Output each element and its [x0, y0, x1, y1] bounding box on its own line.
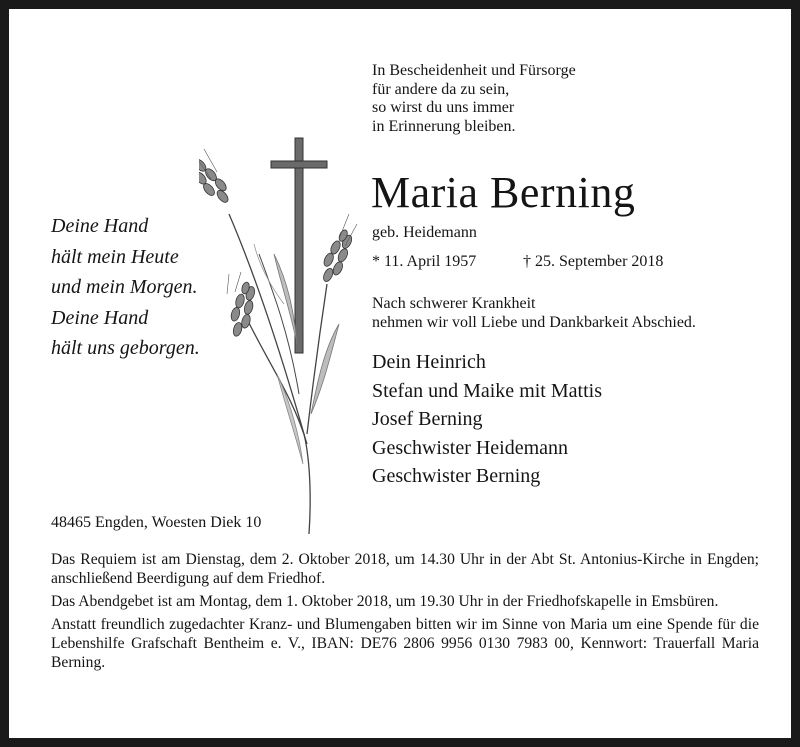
death-date: † 25. September 2018: [523, 253, 664, 270]
mourner: Geschwister Berning: [372, 465, 541, 487]
farewell-intro: [372, 294, 696, 332]
poem-line: und mein Morgen.: [51, 276, 198, 299]
deceased-name: Maria Berning: [371, 168, 636, 217]
mourner: Dein Heinrich: [372, 351, 486, 373]
motto-line: in Erinnerung bleiben.: [372, 117, 516, 135]
evening-prayer-notice: Das Abendgebet ist am Montag, dem 1. Oktober 2018, um 19.30 Uhr in der Friedhofskapelle in Emsbüren.: [51, 593, 719, 610]
birth-date: * 11. April 1957: [372, 253, 477, 270]
motto-line: für andere da zu sein,: [372, 80, 510, 98]
donation-notice: Anstatt freundlich zugedachter Kranz- und Blumengaben bitten wir im Sinne von Maria um eine Spende für die Lebenshilfe Grafschaft Bentheim e. V., IBAN: DE76 2806 9956 0130 7983 00, Kennwort: Trauerfall Maria Berning.: [51, 616, 759, 671]
mourners-list: [372, 348, 602, 491]
poem-line: Deine Hand: [51, 306, 149, 329]
intro-line: Nach schwerer Krankheit: [372, 295, 536, 312]
poem: [51, 211, 200, 364]
intro-line: nehmen wir voll Liebe und Dankbarkeit Abschied.: [372, 314, 696, 331]
poem-line: Deine Hand: [51, 215, 149, 237]
poem-line: hält mein Heute: [51, 245, 179, 268]
poem-line: hält uns geborgen.: [51, 337, 200, 360]
maiden-name: geb. Heidemann: [372, 224, 477, 241]
address: 48465 Engden, Woesten Diek 10: [51, 514, 262, 531]
mourner: Stefan und Maike mit Mattis: [372, 379, 602, 402]
motto-line: so wirst du uns immer: [372, 99, 515, 116]
service-notices: [51, 550, 759, 676]
cross-with-wheat-icon: [199, 134, 359, 539]
mourner: Geschwister Heidemann: [372, 436, 569, 459]
motto: [372, 62, 576, 136]
mourner: Josef Berning: [372, 408, 483, 430]
requiem-notice: Das Requiem ist am Dienstag, dem 2. Oktober 2018, um 14.30 Uhr in der Abt St. Antonius-Kirche in Engden; anschließend Beerdigung auf dem Friedhof.: [51, 551, 759, 587]
motto-line: In Bescheidenheit und Fürsorge: [372, 62, 576, 79]
